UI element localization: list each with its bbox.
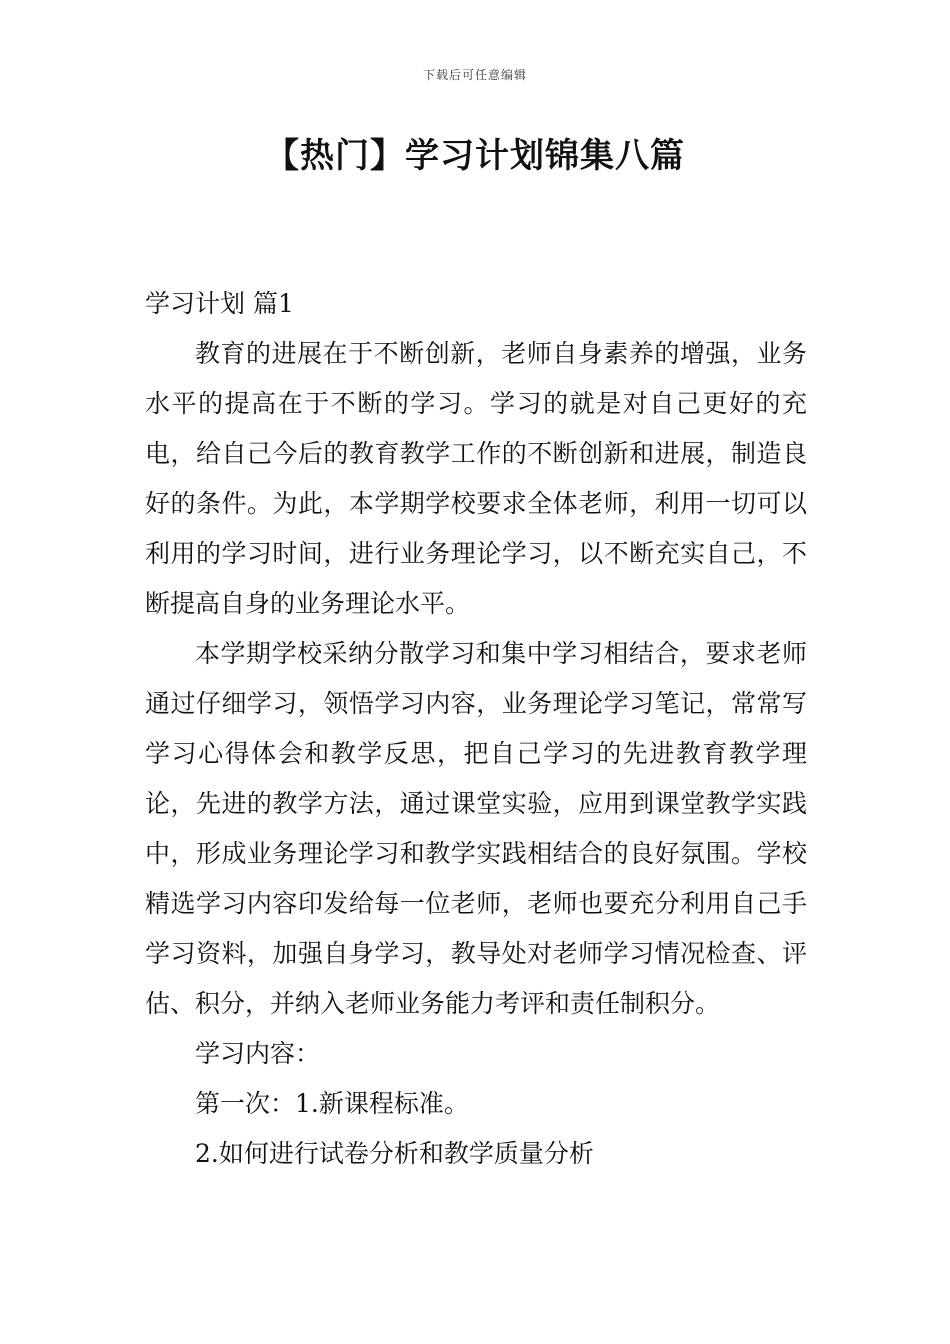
paragraph-1: 教育的进展在于不断创新，老师自身素养的增强，业务水平的提高在于不断的学习。学习的就是对自己更好的充电，给自己今后的教育教学工作的不断创新和进展，制造良好的条件。为此，本学期学校要求全体老师，利用一切可以利用的学习时间，进行业务理论学习，以不断充实自己，不断提高自身的业务理论水平。	[145, 339, 807, 618]
header-note: 下载后可任意编辑	[422, 68, 527, 82]
section-heading: 学习计划 篇1	[145, 289, 294, 318]
paragraph-2: 本学期学校采纳分散学习和集中学习相结合，要求老师通过仔细学习，领悟学习内容，业务理论学习笔记，常常写学习心得体会和教学反思，把自己学习的先进教育教学理论，先进的教学方法，通过课堂实验，应用到课堂教学实践中，形成业务理论学习和教学实践相结合的良好氛围。学校精选学习内容印发给每一位老师，老师也要充分利用自己手学习资料，加强自身学习，教导处对老师学习情况检查、评估、积分，并纳入老师业务能力考评和责任制积分。	[145, 639, 807, 1018]
document-body	[145, 279, 807, 1179]
content-label: 学习内容：	[195, 1039, 321, 1068]
document-title: 【热门】学习计划锦集八篇	[265, 136, 685, 176]
content-item-2: 2.如何进行试卷分析和教学质量分析	[195, 1139, 594, 1168]
content-item-1: 第一次：1.新课程标准。	[195, 1089, 469, 1118]
